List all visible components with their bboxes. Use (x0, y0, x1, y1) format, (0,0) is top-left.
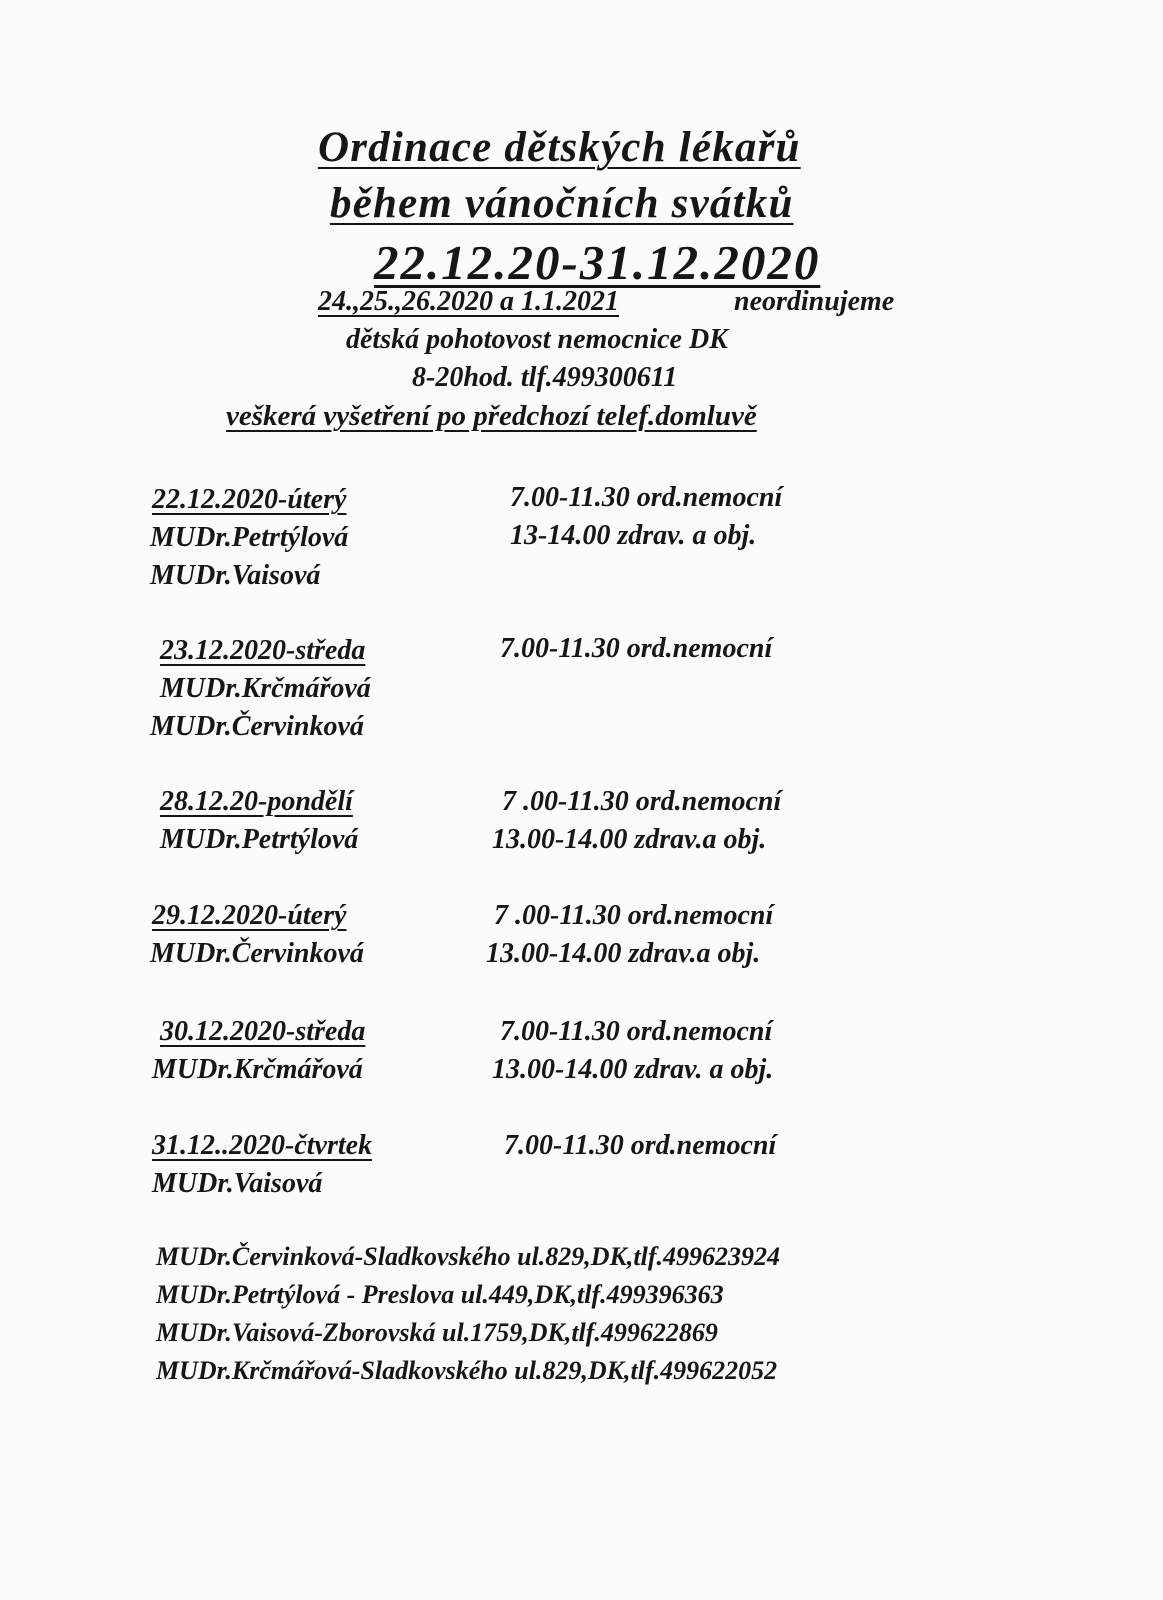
schedule-doctor: MUDr.Červinková (150, 711, 364, 742)
emergency-info: dětská pohotovost nemocnice DK (346, 324, 728, 355)
schedule-hours: 7 .00-11.30 ord.nemocní (494, 900, 774, 931)
title-line-1: Ordinace dětských lékařů (318, 124, 801, 171)
schedule-doctor: MUDr.Krčmářová (160, 673, 371, 704)
date-range: 22.12.20-31.12.2020 (374, 235, 821, 290)
closed-dates: 24.,25.,26.2020 a 1.1.2021 (318, 286, 619, 317)
schedule-hours: 13-14.00 zdrav. a obj. (510, 520, 757, 551)
schedule-doctor: MUDr.Vaisová (150, 560, 321, 591)
schedule-doctor: MUDr.Vaisová (152, 1168, 323, 1199)
appointment-notice: veškerá vyšetření po předchozí telef.domluvě (226, 400, 757, 432)
schedule-hours: 13.00-14.00 zdrav.a obj. (486, 938, 761, 969)
schedule-day: 23.12.2020-středa (160, 635, 366, 666)
schedule-doctor: MUDr.Krčmářová (152, 1054, 363, 1085)
schedule-hours: 7.00-11.30 ord.nemocní (500, 1016, 773, 1047)
schedule-doctor: MUDr.Červinková (150, 938, 364, 969)
doctor-address: MUDr.Červinková-Sladkovského ul.829,DK,tlf.499623924 (156, 1242, 781, 1271)
schedule-doctor: MUDr.Petrtýlová (160, 824, 359, 855)
schedule-doctor: MUDr.Petrtýlová (150, 522, 349, 553)
schedule-day: 22.12.2020-úterý (152, 484, 347, 515)
schedule-hours: 7.00-11.30 ord.nemocní (504, 1130, 777, 1161)
schedule-hours: 7 .00-11.30 ord.nemocní (502, 786, 782, 817)
closed-label: neordinujeme (734, 286, 895, 317)
schedule-hours: 7.00-11.30 ord.nemocní (500, 633, 773, 664)
emergency-hours: 8-20hod. tlf.499300611 (412, 362, 678, 393)
schedule-hours: 13.00-14.00 zdrav.a obj. (492, 824, 767, 855)
schedule-hours: 13.00-14.00 zdrav. a obj. (492, 1054, 774, 1085)
schedule-day: 29.12.2020-úterý (152, 900, 347, 931)
schedule-hours: 7.00-11.30 ord.nemocní (510, 482, 783, 513)
doctor-address: MUDr.Vaisová-Zborovská ul.1759,DK,tlf.499622869 (156, 1318, 718, 1347)
schedule-day: 31.12..2020-čtvrtek (152, 1130, 373, 1161)
doctor-address: MUDr.Krčmářová-Sladkovského ul.829,DK,tlf.499622052 (156, 1356, 778, 1385)
title-line-2: během vánočních svátků (330, 180, 794, 227)
schedule-day: 30.12.2020-středa (160, 1016, 366, 1047)
doctor-address: MUDr.Petrtýlová - Preslova ul.449,DK,tlf.499396363 (156, 1280, 724, 1309)
schedule-day: 28.12.20-pondělí (160, 786, 353, 817)
